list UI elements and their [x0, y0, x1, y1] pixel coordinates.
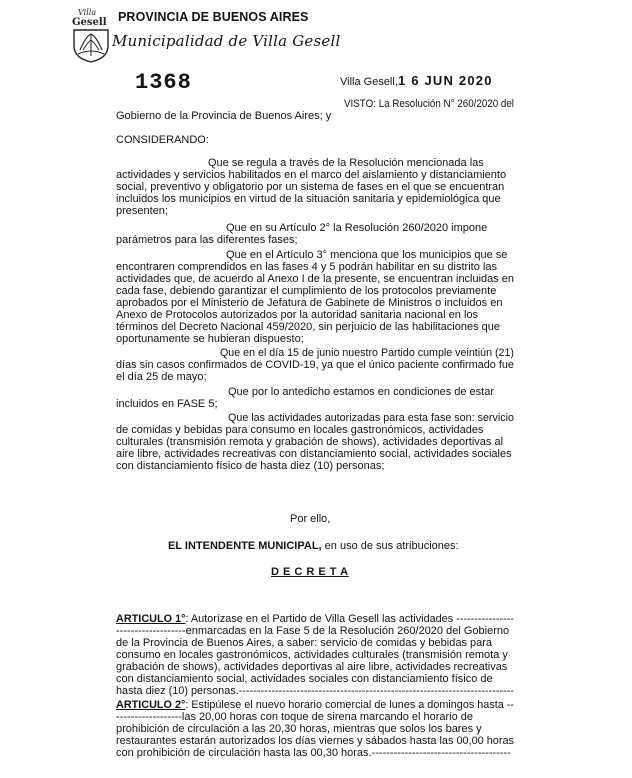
visto-line-1: VISTO: La Resolución N° 260/2020 del	[344, 98, 514, 110]
articulo-2-line-1	[116, 699, 514, 711]
considerando-2-line-1: Que en su Artículo 2° la Resolución 260/2020 impone	[226, 222, 488, 234]
articulo-2-line-3: prohibición de circulación a las 20,30 horas, mientras que solos los bares y	[116, 723, 482, 735]
articulo-1-line-5: grabación de shows), actividades deportivas al aire libre, actividades recreativas	[116, 661, 508, 673]
articulo-2-line-2: ------------------las 20,00 horas con toque de sirena marcando el horario de	[116, 711, 474, 723]
decreta-heading: D E C R E T A	[271, 566, 349, 578]
articulo-2-label: ARTICULO 2°	[116, 699, 186, 711]
svg-text:Villa: Villa	[78, 8, 97, 17]
articulo-1-line-6: con distanciamiento social, actividades sociales con distanciamiento físico de	[116, 673, 493, 685]
considerando-3-line-7: términos del Decreto Nacional 459/2020, sin perjuicio de las habilitaciones que	[116, 321, 501, 333]
intendente-bold: EL INTENDENTE MUNICIPAL,	[168, 540, 322, 552]
intendente-line	[168, 540, 459, 552]
considerando-5-line-1: Que por lo antedicho estamos en condiciones de estar	[228, 386, 494, 398]
considerando-6-line-2: de comidas y bebidas para consumo en locales gastronómicos, actividades	[116, 424, 484, 436]
document-number: 1368	[135, 70, 192, 95]
articulo-2-line-5: con prohibición de circulación hasta las 00,30 horas.--------------------------------------	[116, 747, 511, 759]
municipal-logo-icon	[70, 6, 112, 64]
considerando-6-line-5: con distanciamiento físico de hasta diez (10) personas;	[116, 460, 385, 472]
considerando-5-line-2: incluidos en FASE 5;	[116, 398, 218, 410]
municipality-title: Municipalidad de Villa Gesell	[112, 32, 341, 50]
articulo-2-line-4: restaurantes estarán autorizados los días viernes y sábados hasta las 00,00 horas	[116, 735, 515, 747]
considerando-1-line-4: incluidos los municipios en virtud de la situación sanitaria y epidemiológica que	[116, 193, 501, 205]
considerando-3-line-5: aprobados por el Ministerio de Jefatura de Gabinete de Ministros o incluidos en	[116, 297, 503, 309]
considerando-2-line-2: parámetros para las diferentes fases;	[116, 234, 298, 246]
por-ello: Por ello,	[290, 513, 331, 525]
considerando-3-line-1: Que en el Artículo 3° menciona que los municipios que se	[226, 249, 508, 261]
considerando-4-line-1: Que en el día 15 de junio nuestro Partido cumple veintiún (21)	[220, 347, 514, 359]
considerando-label: CONSIDERANDO:	[116, 134, 209, 146]
considerando-4-line-3: el día 25 de mayo;	[116, 371, 207, 383]
articulo-1-line-4: consumo en locales gastronómicos, actividades culturales (transmisión remota y	[116, 649, 508, 661]
considerando-1-line-3: social, preventivo y obligatorio por un sistema de fases en el que se encuentran	[116, 181, 505, 193]
intendente-rest: en uso de sus atribuciones:	[321, 540, 459, 552]
considerando-1-line-5: presenten;	[116, 205, 168, 217]
considerando-1-line-2: actividades y servicios habilitados en el marco del aislamiento y distanciamiento	[116, 169, 507, 181]
articulo-1-line-2: -------------------enmarcadas en la Fase 5 de la Resolución 260/2020 del Gobierno	[116, 625, 510, 637]
considerando-4-line-2: días sin casos confirmados de COVID-19, ya que el único paciente confirmado fue	[116, 359, 514, 371]
articulo-2-first: : Estipúlese el nuevo horario comercial de lunes a domingos hasta --	[185, 699, 514, 711]
considerando-3-line-6: Anexo de Protocolos autorizados por la autoridad sanitaria nacional en los	[116, 309, 479, 321]
place-label: Villa Gesell,	[340, 76, 398, 88]
considerando-3-line-4: cada fase, debiendo garantizar el cumplimiento de los protocolos previamente	[116, 285, 497, 297]
svg-text:Gesell: Gesell	[72, 17, 107, 28]
considerando-6-line-3: culturales (transmisión remota y grabación de shows), actividades deportivas al	[116, 436, 504, 448]
articulo-1-line-7: hasta diez (10) personas.----------------------------------------------------------------------------	[116, 685, 514, 697]
articulo-1-line-3: de la Provincia de Buenos Aires, a saber: servicio de comidas y bebidas para	[116, 637, 493, 649]
considerando-3-line-3: actividades que, de acuerdo al Anexo I de la presente, se encuentran incluidas en	[116, 273, 515, 285]
province-title: PROVINCIA DE BUENOS AIRES	[118, 10, 309, 24]
considerando-3-line-8: oportunamente se hubieran dispuesto;	[116, 333, 304, 345]
considerando-6-line-4: aire libre, actividades recreativas con distanciamiento social, actividades sociales	[116, 448, 512, 460]
considerando-3-line-2: encontraren comprendidos en las fases 4 y 5 podrán habilitar en su distrito las	[116, 261, 497, 273]
articulo-1-label: ARTICULO 1°	[116, 613, 186, 625]
articulo-1-first: : Autorízase en el Partido de Villa Gesell las actividades ----------------	[185, 613, 514, 625]
articulo-1-line-1	[116, 613, 514, 625]
date-stamp: 1 6 JUN 2020	[398, 73, 493, 88]
considerando-1-line-1: Que se regula a través de la Resolución mencionada las	[208, 157, 484, 169]
considerando-6-line-1: Que las actividades autorizadas para esta fase son: servicio	[228, 412, 515, 424]
visto-line-2: Gobierno de la Provincia de Buenos Aires; y	[116, 110, 332, 122]
